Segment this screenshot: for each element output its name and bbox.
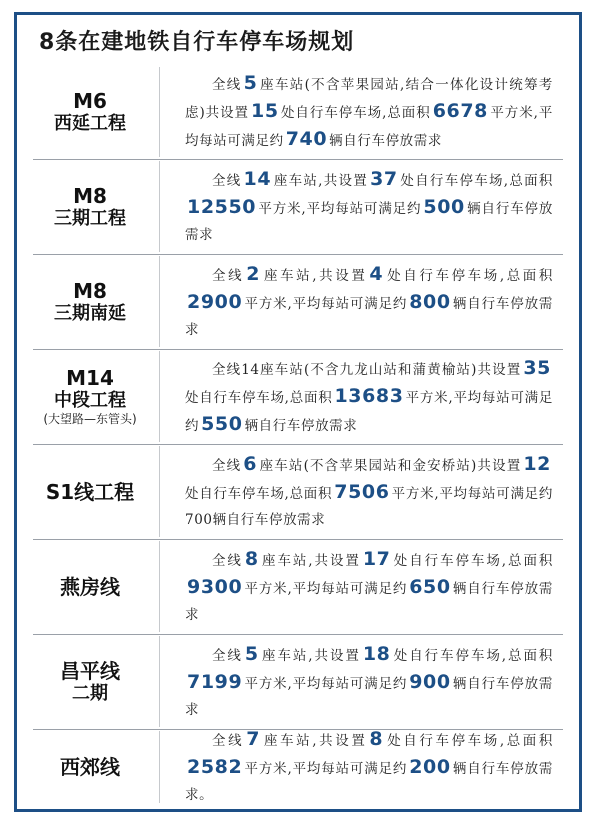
line-name	[27, 634, 153, 729]
highlight-number: 6	[243, 452, 258, 475]
line-description	[185, 349, 553, 444]
line-description	[185, 159, 553, 254]
highlight-number: 900	[409, 670, 451, 693]
description-text	[185, 355, 553, 439]
description-fragment: 座车站,共设置	[260, 552, 361, 569]
line-name-text: M14	[66, 366, 114, 390]
description-text	[185, 261, 553, 343]
column-divider	[159, 351, 160, 442]
table-row	[17, 159, 579, 254]
table-row	[17, 65, 579, 159]
line-description	[185, 444, 553, 539]
line-name-text: 昌平线	[60, 658, 120, 683]
highlight-number: 13683	[334, 384, 404, 407]
column-divider	[159, 446, 160, 537]
table-row	[17, 729, 579, 805]
line-name-text: M8	[73, 278, 107, 303]
description-fragment: 全线	[212, 733, 245, 749]
line-description	[185, 729, 553, 805]
column-divider	[159, 541, 160, 632]
column-divider	[159, 256, 160, 347]
column-divider	[159, 161, 160, 252]
column-divider	[159, 731, 160, 803]
highlight-number: 7	[246, 728, 261, 750]
table-row	[17, 349, 579, 444]
description-fragment: 全线	[212, 172, 242, 189]
page-title: 8条在建地铁自行车停车场规划	[39, 30, 355, 55]
table-row	[17, 634, 579, 729]
table-row	[17, 444, 579, 539]
line-description	[185, 634, 553, 729]
description-fragment: 辆自行车停放需求	[185, 200, 553, 243]
table-row	[17, 539, 579, 634]
description-fragment: 平方米,平均每站可满足约	[185, 105, 553, 149]
line-description	[185, 539, 553, 634]
highlight-number: 2582	[187, 756, 243, 778]
line-name-text: 三期南延	[54, 302, 126, 324]
highlight-number: 200	[409, 756, 451, 778]
highlight-number: 4	[369, 262, 384, 285]
column-divider	[159, 636, 160, 727]
description-fragment: 处自行车停车场,总面积	[385, 733, 553, 749]
description-fragment: 辆自行车停放需求	[244, 417, 358, 434]
highlight-number: 500	[423, 195, 465, 218]
description-text	[185, 70, 553, 154]
description-fragment: 座车站,共设置	[262, 267, 368, 284]
description-fragment: 座车站,共设置	[260, 647, 361, 664]
description-text	[185, 546, 553, 628]
highlight-number: 12550	[187, 195, 257, 218]
highlight-number: 14	[243, 167, 272, 190]
highlight-number: 7506	[334, 480, 390, 503]
highlight-number: 550	[201, 412, 243, 435]
line-name-subtitle: (大望路—东管头)	[43, 412, 137, 426]
highlight-number: 6678	[432, 100, 488, 122]
description-fragment: 全线	[212, 457, 242, 474]
description-fragment: 平方米,平均每站可满足约700辆自行车停放需求	[185, 485, 553, 528]
description-fragment: 辆自行车停放需求	[185, 675, 553, 718]
description-text	[185, 726, 553, 808]
description-fragment: 平方米,平均每站可满足约	[244, 675, 408, 692]
description-fragment: 辆自行车停放需求。	[185, 761, 553, 803]
description-fragment: 辆自行车停放需求	[329, 133, 442, 149]
line-name-text: S1线工程	[45, 479, 135, 504]
description-fragment: 座车站(不含苹果园站和金安桥站)共设置	[259, 457, 522, 474]
description-fragment: 全线	[212, 267, 245, 284]
description-fragment: 处自行车停车场,总面积	[185, 485, 333, 502]
description-fragment: 座车站(不含苹果园站,结合一体化设计统筹考虑)共设置	[185, 77, 553, 121]
document-frame	[14, 12, 582, 812]
line-description	[185, 65, 553, 159]
line-name	[27, 254, 153, 349]
description-fragment: 处自行车停车场,总面积	[399, 172, 553, 189]
highlight-number: 5	[244, 642, 259, 665]
highlight-number: 12	[523, 452, 551, 475]
highlight-number: 800	[409, 290, 451, 313]
description-fragment: 平方米,平均每站可满足约	[244, 580, 408, 597]
description-fragment: 全线	[212, 552, 243, 569]
line-name-text: 燕房线	[60, 574, 120, 599]
line-name-text: M8	[73, 183, 107, 208]
description-fragment: 座车站,共设置	[262, 733, 368, 749]
highlight-number: 2	[246, 262, 261, 285]
highlight-number: 9300	[187, 575, 243, 598]
highlight-number: 740	[285, 128, 328, 150]
line-name-text: 西延工程	[54, 113, 126, 134]
line-description	[185, 254, 553, 349]
highlight-number: 8	[244, 547, 259, 570]
highlight-number: 8	[369, 728, 384, 750]
description-text	[185, 641, 553, 723]
description-fragment: 处自行车停车场,总面积	[392, 647, 553, 664]
description-fragment: 处自行车停车场,总面积	[185, 389, 333, 406]
description-text	[185, 166, 553, 248]
line-name	[27, 729, 153, 805]
description-fragment: 平方米,平均每站可满足约	[258, 200, 422, 217]
highlight-number: 5	[243, 72, 258, 94]
line-name	[27, 159, 153, 254]
description-fragment: 全线	[212, 647, 243, 664]
description-fragment: 平方米,平均每站可满足约	[244, 761, 408, 777]
highlight-number: 15	[251, 100, 279, 122]
line-name	[27, 349, 153, 444]
column-divider	[159, 67, 160, 157]
highlight-number: 17	[362, 547, 391, 570]
table-row	[17, 254, 579, 349]
highlight-number: 2900	[187, 290, 243, 313]
description-fragment: 平方米,平均每站可满足约	[185, 389, 553, 434]
highlight-number: 35	[523, 356, 551, 379]
line-name-text: M6	[73, 89, 107, 113]
line-name-text: 中段工程	[54, 390, 126, 411]
highlight-number: 18	[362, 642, 391, 665]
description-fragment: 平方米,平均每站可满足约	[244, 295, 408, 312]
highlight-number: 650	[409, 575, 451, 598]
line-name	[27, 65, 153, 159]
description-text	[185, 451, 553, 533]
description-fragment: 辆自行车停放需求	[185, 580, 553, 623]
line-name	[27, 539, 153, 634]
highlight-number: 37	[370, 167, 398, 190]
line-name-text: 三期工程	[54, 207, 126, 229]
description-fragment: 座车站,共设置	[273, 172, 369, 189]
line-name-text: 西郊线	[60, 755, 120, 779]
line-name-text: 二期	[72, 682, 108, 704]
highlight-number: 7199	[187, 670, 243, 693]
description-fragment: 辆自行车停放需求	[185, 295, 553, 338]
line-name	[27, 444, 153, 539]
description-fragment: 全线14座车站(不含九龙山站和蒲黄榆站)共设置	[212, 361, 522, 378]
description-fragment: 处自行车停车场,总面积	[392, 552, 553, 569]
description-fragment: 处自行车停车场,总面积	[385, 267, 553, 284]
description-fragment: 全线	[212, 77, 242, 93]
description-fragment: 处自行车停车场,总面积	[280, 105, 431, 121]
